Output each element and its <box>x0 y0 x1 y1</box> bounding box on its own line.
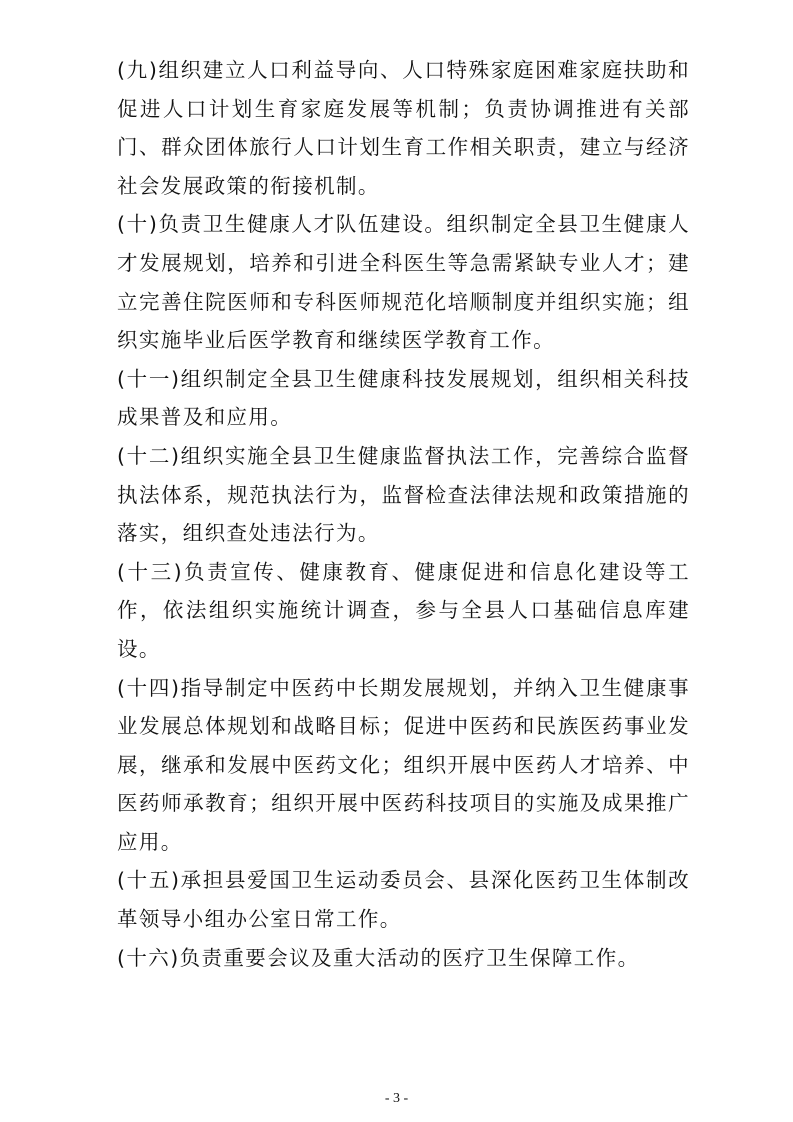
paragraph-item-12: (十二)组织实施全县卫生健康监督执法工作，完善综合监督执法体系，规范执法行为，监督检查法律法规和政策措施的落实，组织查处违法行为。 <box>117 443 690 546</box>
paragraph-item-16: (十六)负责重要会议及重大活动的医疗卫生保障工作。 <box>117 945 640 970</box>
paragraph-item-15: (十五)承担县爱国卫生运动委员会、县深化医药卫生体制改革领导小组办公室日常工作。 <box>117 868 690 932</box>
document-body <box>117 51 690 977</box>
page-number: - 3 - <box>384 1091 409 1106</box>
paragraph-item-14: (十四)指导制定中医药中长期发展规划，并纳入卫生健康事业发展总体规划和战略目标；促进中医药和民族医药事业发展，继承和发展中医药文化；组织开展中医药人才培养、中医药师承教育；组织开展中医药科技项目的实施及成果推广应用。 <box>117 675 690 854</box>
paragraph-item-10: (十)负责卫生健康人才队伍建设。组织制定全县卫生健康人才发展规划，培养和引进全科医生等急需紧缺专业人才；建立完善住院医师和专科医师规范化培顺制度并组织实施；组织实施毕业后医学教育和继续医学教育工作。 <box>117 212 690 353</box>
paragraph-item-9: (九)组织建立人口利益导向、人口特殊家庭困难家庭扶助和促进人口计划生育家庭发展等机制；负责协调推进有关部门、群众团体旅行人口计划生育工作相关职责，建立与经济社会发展政策的衔接机制。 <box>117 58 690 198</box>
paragraph-item-13: (十三)负责宣传、健康教育、健康促进和信息化建设等工作，依法组织实施统计调查，参与全县人口基础信息库建设。 <box>117 559 690 661</box>
paragraph-item-11: (十一)组织制定全县卫生健康科技发展规划，组织相关科技成果普及和应用。 <box>117 366 690 430</box>
